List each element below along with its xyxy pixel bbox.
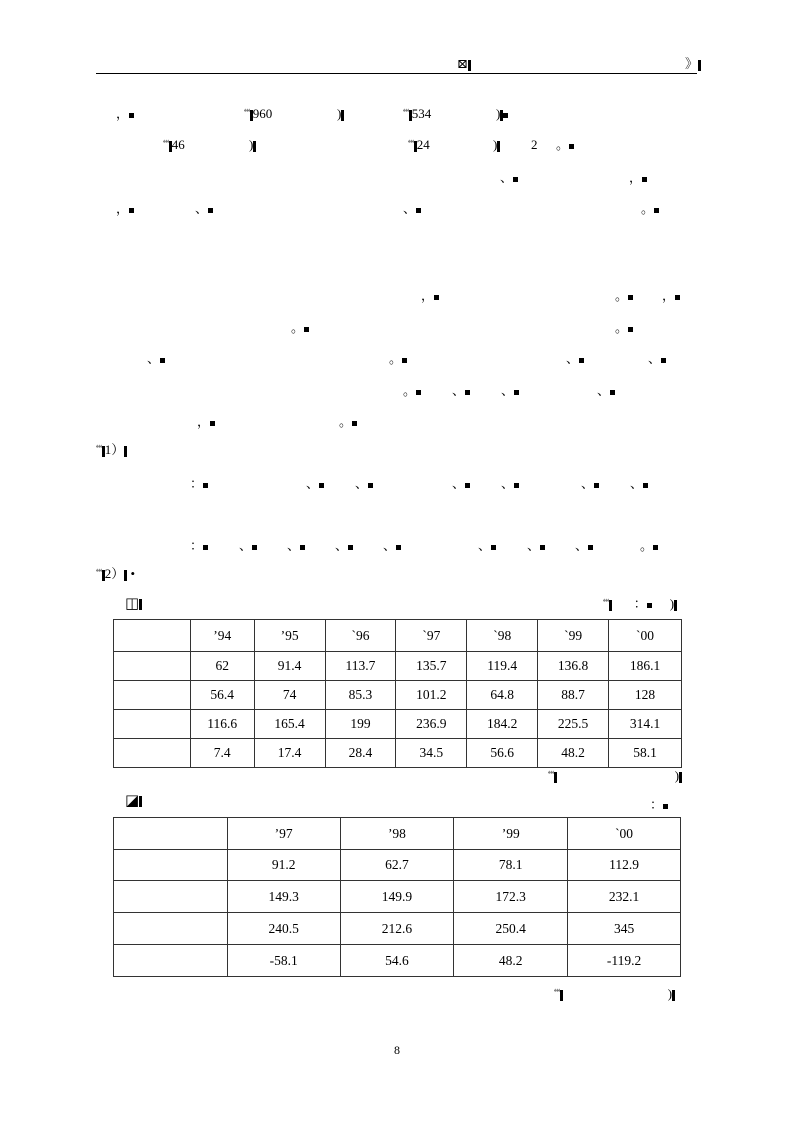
line11-enum-2	[287, 538, 305, 554]
table1-cell: 85.3	[325, 681, 396, 710]
table1-header: `97	[396, 620, 467, 652]
line3-comma	[629, 170, 647, 186]
line9-period	[339, 414, 357, 430]
table2-cell: 240.5	[227, 913, 340, 945]
line11-enum-6	[527, 538, 545, 554]
punct: ，	[421, 288, 435, 303]
punct: )	[337, 106, 342, 121]
table1-header: `00	[609, 620, 682, 652]
item2-marker: “‘ 2） •	[96, 566, 136, 581]
line1-num-b: “‘ 534	[403, 106, 432, 121]
table1-cell: 91.4	[254, 652, 325, 681]
punct: )	[669, 596, 675, 611]
line7-enum-b	[566, 351, 584, 367]
table2-cell: -58.1	[227, 945, 340, 977]
line11-colon	[190, 538, 208, 554]
line5-comma-b	[662, 288, 680, 304]
line8-period	[403, 383, 421, 399]
header-right-mark	[685, 56, 701, 72]
punct: 、	[147, 351, 161, 366]
line8-enum-b	[501, 383, 519, 399]
bullet: •	[130, 566, 136, 581]
table2-cell: 172.3	[454, 881, 568, 913]
table1-cell: 101.2	[396, 681, 467, 710]
punct: ，	[629, 170, 643, 185]
table2-row-label	[114, 945, 228, 977]
table2-caption	[125, 793, 142, 809]
table2-cell: 54.6	[340, 945, 454, 977]
number: 2	[531, 137, 538, 152]
table1-caption	[125, 596, 142, 612]
punct: 、	[195, 201, 209, 216]
line11-period	[640, 538, 658, 554]
item-label: 1）	[104, 442, 125, 457]
table2-row	[114, 913, 681, 945]
line8-enum-c	[597, 383, 615, 399]
punct: 。	[615, 320, 629, 335]
table1-cell: 116.6	[190, 710, 254, 739]
table2-header: ’97	[227, 818, 340, 850]
table2-source: “‘ )	[554, 986, 675, 1002]
line10-enum-5	[581, 476, 599, 492]
table1-cell: 7.4	[190, 739, 254, 768]
punct: )	[667, 986, 673, 1001]
punct: 、	[500, 170, 514, 185]
header-mark-text: ⊠	[457, 56, 468, 71]
punct: 、	[403, 201, 417, 216]
punct: 。	[291, 320, 305, 335]
table1-header: ’94	[190, 620, 254, 652]
table1-header-row	[114, 620, 682, 652]
table1-cell: 184.2	[467, 710, 538, 739]
table1-source: “‘ )	[548, 768, 682, 784]
punct: 。	[615, 288, 629, 303]
line2-num-a: “‘ 46	[163, 137, 185, 152]
header-right-bar	[698, 60, 701, 71]
table1-header: `98	[467, 620, 538, 652]
table1-cell: 56.4	[190, 681, 254, 710]
punct: 、	[501, 383, 515, 398]
punct: 、	[306, 476, 320, 491]
punct: 、	[383, 538, 397, 553]
number: 46	[171, 137, 185, 152]
punct: )	[493, 137, 498, 152]
punct: 、	[452, 476, 466, 491]
punct: 、	[575, 538, 589, 553]
number: 24	[416, 137, 430, 152]
line3-enum	[500, 170, 518, 186]
line4-enum-b	[403, 201, 421, 217]
page-number: 8	[394, 1043, 400, 1057]
table1-row-label	[114, 739, 191, 768]
table1-cell: 62	[190, 652, 254, 681]
line10-enum-1	[306, 476, 324, 492]
line8-enum-a	[452, 383, 470, 399]
table1-corner	[114, 620, 191, 652]
table1-row	[114, 710, 682, 739]
line5-period	[615, 288, 633, 304]
line1-comma	[116, 106, 134, 122]
line11-enum-4	[383, 538, 401, 554]
punct: ：	[190, 476, 204, 491]
table1-header: `99	[538, 620, 609, 652]
number: 960	[252, 106, 273, 121]
punct: 。	[641, 201, 655, 216]
item-label: 2）	[104, 566, 125, 581]
line10-enum-3	[452, 476, 470, 492]
table2-header-row	[114, 818, 681, 850]
header-left-mark	[457, 56, 471, 72]
table1-cell: 17.4	[254, 739, 325, 768]
punct: ，	[197, 414, 211, 429]
line4-enum-a	[195, 201, 213, 217]
punct: )	[496, 106, 501, 121]
line9-comma	[197, 414, 215, 430]
line10-enum-6	[630, 476, 648, 492]
table1-cell: 56.6	[467, 739, 538, 768]
line7-enum-c	[648, 351, 666, 367]
header-right-text: 》	[685, 56, 699, 71]
punct: 。	[339, 414, 353, 429]
table2-row	[114, 945, 681, 977]
table1-cell: 28.4	[325, 739, 396, 768]
punct: 、	[597, 383, 611, 398]
punct: 、	[566, 351, 580, 366]
table2-cell: 212.6	[340, 913, 454, 945]
table1-cell: 58.1	[609, 739, 682, 768]
punct: 、	[335, 538, 349, 553]
line1-close-a	[337, 106, 344, 122]
table2-cell: 232.1	[568, 881, 681, 913]
table1-cell: 236.9	[396, 710, 467, 739]
punct: 。	[556, 137, 570, 152]
table1-cell: 48.2	[538, 739, 609, 768]
table1-row-label	[114, 681, 191, 710]
table2-row-label	[114, 850, 228, 881]
table1	[113, 619, 682, 768]
table1-row	[114, 739, 682, 768]
line2-num-b: “‘ 24	[408, 137, 430, 152]
table2-cell: 149.3	[227, 881, 340, 913]
table2-header: `00	[568, 818, 681, 850]
table2-cell: 48.2	[454, 945, 568, 977]
punct: ：	[190, 538, 204, 553]
punct: 、	[630, 476, 644, 491]
line10-colon	[190, 476, 208, 492]
line2-close-a	[249, 137, 256, 153]
line7-period	[389, 351, 407, 367]
punct: 、	[478, 538, 492, 553]
caption-mark: ◫	[125, 596, 140, 612]
header-rule	[96, 73, 697, 74]
table1-header: ’95	[254, 620, 325, 652]
line6-period-b	[615, 320, 633, 336]
line1-num-a: “‘ 960	[244, 106, 273, 121]
table2-cell: 250.4	[454, 913, 568, 945]
table1-header: `96	[325, 620, 396, 652]
line11-enum-3	[335, 538, 353, 554]
table2-cell: 62.7	[340, 850, 454, 881]
punct: 、	[355, 476, 369, 491]
line1-close-b	[496, 106, 508, 122]
table1-cell: 186.1	[609, 652, 682, 681]
line7-enum-a	[147, 351, 165, 367]
punct: 、	[581, 476, 595, 491]
line11-enum-1	[239, 538, 257, 554]
punct: )	[674, 768, 680, 783]
line2-count	[531, 137, 538, 153]
table2-cell: 345	[568, 913, 681, 945]
table1-cell: 34.5	[396, 739, 467, 768]
line5-comma-a	[421, 288, 439, 304]
punct: 、	[287, 538, 301, 553]
table1-cell: 119.4	[467, 652, 538, 681]
line11-enum-7	[575, 538, 593, 554]
table1-cell: 136.8	[538, 652, 609, 681]
table2-cell: 91.2	[227, 850, 340, 881]
table2-cell: 112.9	[568, 850, 681, 881]
punct: ，	[116, 201, 130, 216]
number: 534	[411, 106, 432, 121]
item1-marker: “‘ 1）	[96, 442, 127, 458]
line6-period-a	[291, 320, 309, 336]
table2-row	[114, 850, 681, 881]
table2-header: ’99	[454, 818, 568, 850]
table1-cell: 64.8	[467, 681, 538, 710]
punct: 、	[501, 476, 515, 491]
punct: 、	[527, 538, 541, 553]
punct: 。	[389, 351, 403, 366]
table2-cell: -119.2	[568, 945, 681, 977]
punct: 、	[648, 351, 662, 366]
table1-unit: “‘ ： )	[603, 596, 677, 612]
table2-row-label	[114, 881, 228, 913]
table1-row	[114, 652, 682, 681]
punct: ，	[116, 106, 130, 121]
table2-header: ’98	[340, 818, 454, 850]
table2	[113, 817, 681, 977]
table2-cell: 78.1	[454, 850, 568, 881]
table1-cell: 113.7	[325, 652, 396, 681]
table2-row	[114, 881, 681, 913]
punct: ，	[662, 288, 676, 303]
table1-cell: 128	[609, 681, 682, 710]
table2-unit	[650, 797, 668, 813]
line10-enum-4	[501, 476, 519, 492]
table1-cell: 225.5	[538, 710, 609, 739]
table1-cell: 199	[325, 710, 396, 739]
punct: 、	[452, 383, 466, 398]
punct: ：	[650, 797, 664, 812]
table2-cell: 149.9	[340, 881, 454, 913]
punct: 。	[403, 383, 417, 398]
table1-row-label	[114, 710, 191, 739]
punct: ：	[633, 596, 647, 611]
table2-row-label	[114, 913, 228, 945]
line4-comma	[116, 201, 134, 217]
table2-corner	[114, 818, 228, 850]
table1-cell: 74	[254, 681, 325, 710]
table1-cell: 88.7	[538, 681, 609, 710]
table1-cell: 314.1	[609, 710, 682, 739]
line2-period	[556, 137, 574, 153]
header-bar	[468, 60, 471, 71]
punct: )	[249, 137, 254, 152]
caption-mark: ◪	[125, 793, 140, 809]
punct: 。	[640, 538, 654, 553]
table1-cell: 165.4	[254, 710, 325, 739]
line2-close-b	[493, 137, 500, 153]
punct: 、	[239, 538, 253, 553]
line4-period	[641, 201, 659, 217]
line10-enum-2	[355, 476, 373, 492]
line11-enum-5	[478, 538, 496, 554]
table1-row-label	[114, 652, 191, 681]
table1-row	[114, 681, 682, 710]
table1-cell: 135.7	[396, 652, 467, 681]
